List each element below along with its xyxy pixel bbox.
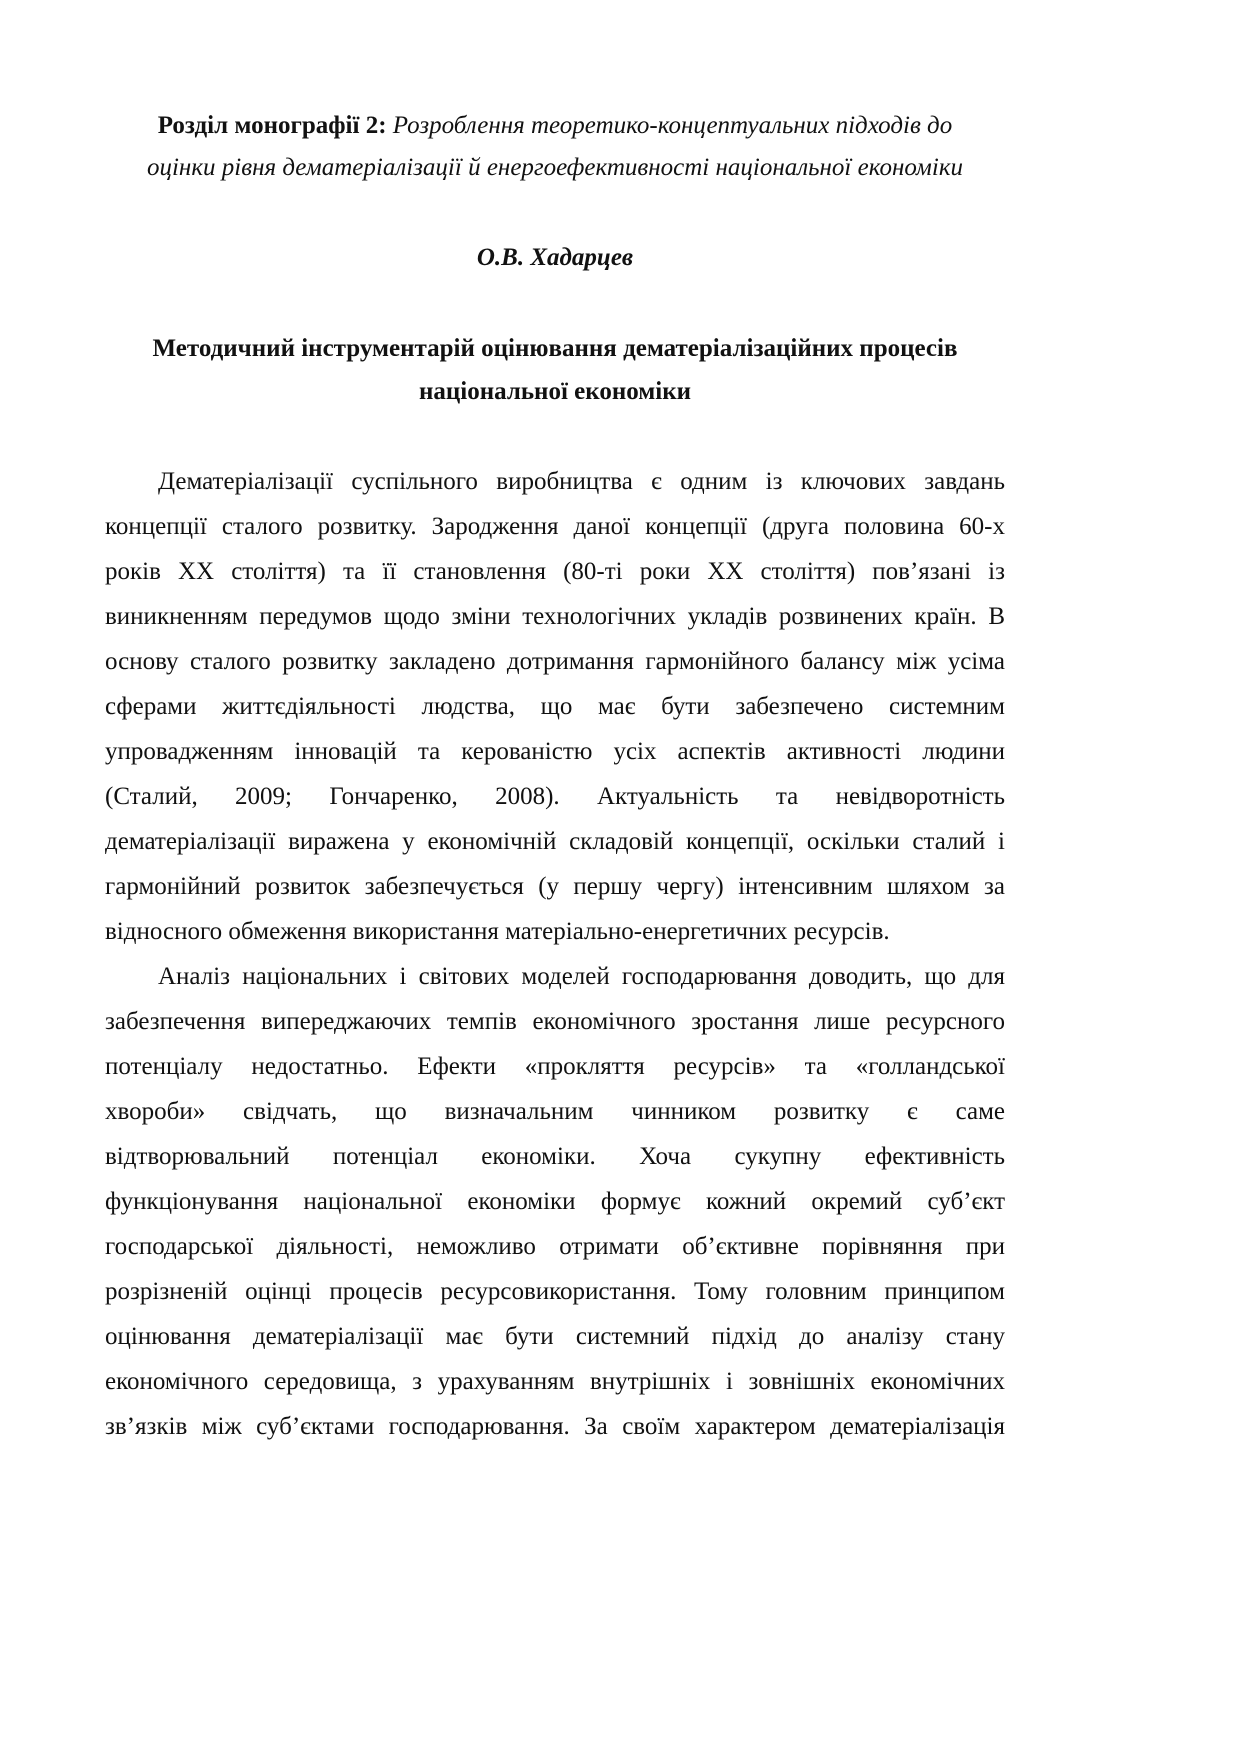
text-line: відносного обмеження використання матеріально-енергетичних ресурсів. bbox=[105, 918, 890, 945]
text-line: відтворювальний потенціал економіки. Хоча сукупну ефективність bbox=[105, 1143, 1005, 1170]
text-line: господарської діяльності, неможливо отримати об’єктивне порівняння при bbox=[105, 1233, 1005, 1260]
chapter-label: Розділ монографії 2: bbox=[157, 112, 387, 139]
text-line: Аналіз національних і світових моделей господарювання доводить, що для bbox=[158, 963, 1005, 990]
text-line: концепції сталого розвитку. Зародження даної концепції (друга половина 60-х bbox=[105, 513, 1005, 540]
text-line: зв’язків між суб’єктами господарювання. За своїм характером дематеріалізація bbox=[105, 1413, 1005, 1440]
chapter-title-line-2: оцінки рівня дематеріалізації й енергоефективності національної економіки bbox=[146, 154, 964, 181]
text-line: основу сталого розвитку закладено дотримання гармонійного балансу між усіма bbox=[105, 648, 1005, 675]
text-line: хвороби» свідчать, що визначальним чинником розвитку є саме bbox=[105, 1098, 1005, 1125]
text-line: сферами життєдіяльності людства, що має бути забезпечено системним bbox=[105, 693, 1005, 720]
chapter-title: Розроблення теоретико-концептуальних підходів до bbox=[392, 112, 953, 139]
text-line: потенціалу недостатньо. Ефекти «прокляття ресурсів» та «голландської bbox=[105, 1053, 1005, 1080]
paragraph bbox=[105, 954, 1005, 1449]
text-line: років XX століття) та її становлення (80-ті роки XX століття) пов’язані із bbox=[105, 558, 1005, 585]
paragraph bbox=[105, 459, 1005, 954]
text-line: забезпечення випереджаючих темпів економічного зростання лише ресурсного bbox=[105, 1008, 1005, 1035]
body-text bbox=[105, 459, 1005, 1449]
text-line: розрізненій оцінці процесів ресурсовикористання. Тому головним принципом bbox=[105, 1278, 1005, 1305]
text-line: Дематеріалізації суспільного виробництва є одним із ключових завдань bbox=[158, 468, 1005, 495]
author: О.В. Хадарцев bbox=[476, 244, 634, 271]
section-title-line-2: національної економіки bbox=[418, 378, 692, 405]
text-line: (Сталий, 2009; Гончаренко, 2008). Актуальність та невідворотність bbox=[105, 783, 1005, 810]
text-line: функціонування національної економіки формує кожний окремий суб’єкт bbox=[105, 1188, 1005, 1215]
section-title-line-1: Методичний інструментарій оцінювання дематеріалізаційних процесів bbox=[152, 335, 958, 362]
text-line: гармонійний розвиток забезпечується (у першу чергу) інтенсивним шляхом за bbox=[105, 873, 1005, 900]
text-line: економічного середовища, з урахуванням внутрішніх і зовнішніх економічних bbox=[105, 1368, 1005, 1395]
text-line: дематеріалізації виражена у економічній складовій концепції, оскільки сталий і bbox=[105, 828, 1005, 855]
text-line: виникненням передумов щодо зміни технологічних укладів розвинених країн. В bbox=[105, 603, 1005, 630]
chapter-header-line-1 bbox=[105, 103, 1005, 148]
text-line: оцінювання дематеріалізації має бути системний підхід до аналізу стану bbox=[105, 1323, 1005, 1350]
text-line: упровадженням інновацій та керованістю усіх аспектів активності людини bbox=[105, 738, 1005, 765]
